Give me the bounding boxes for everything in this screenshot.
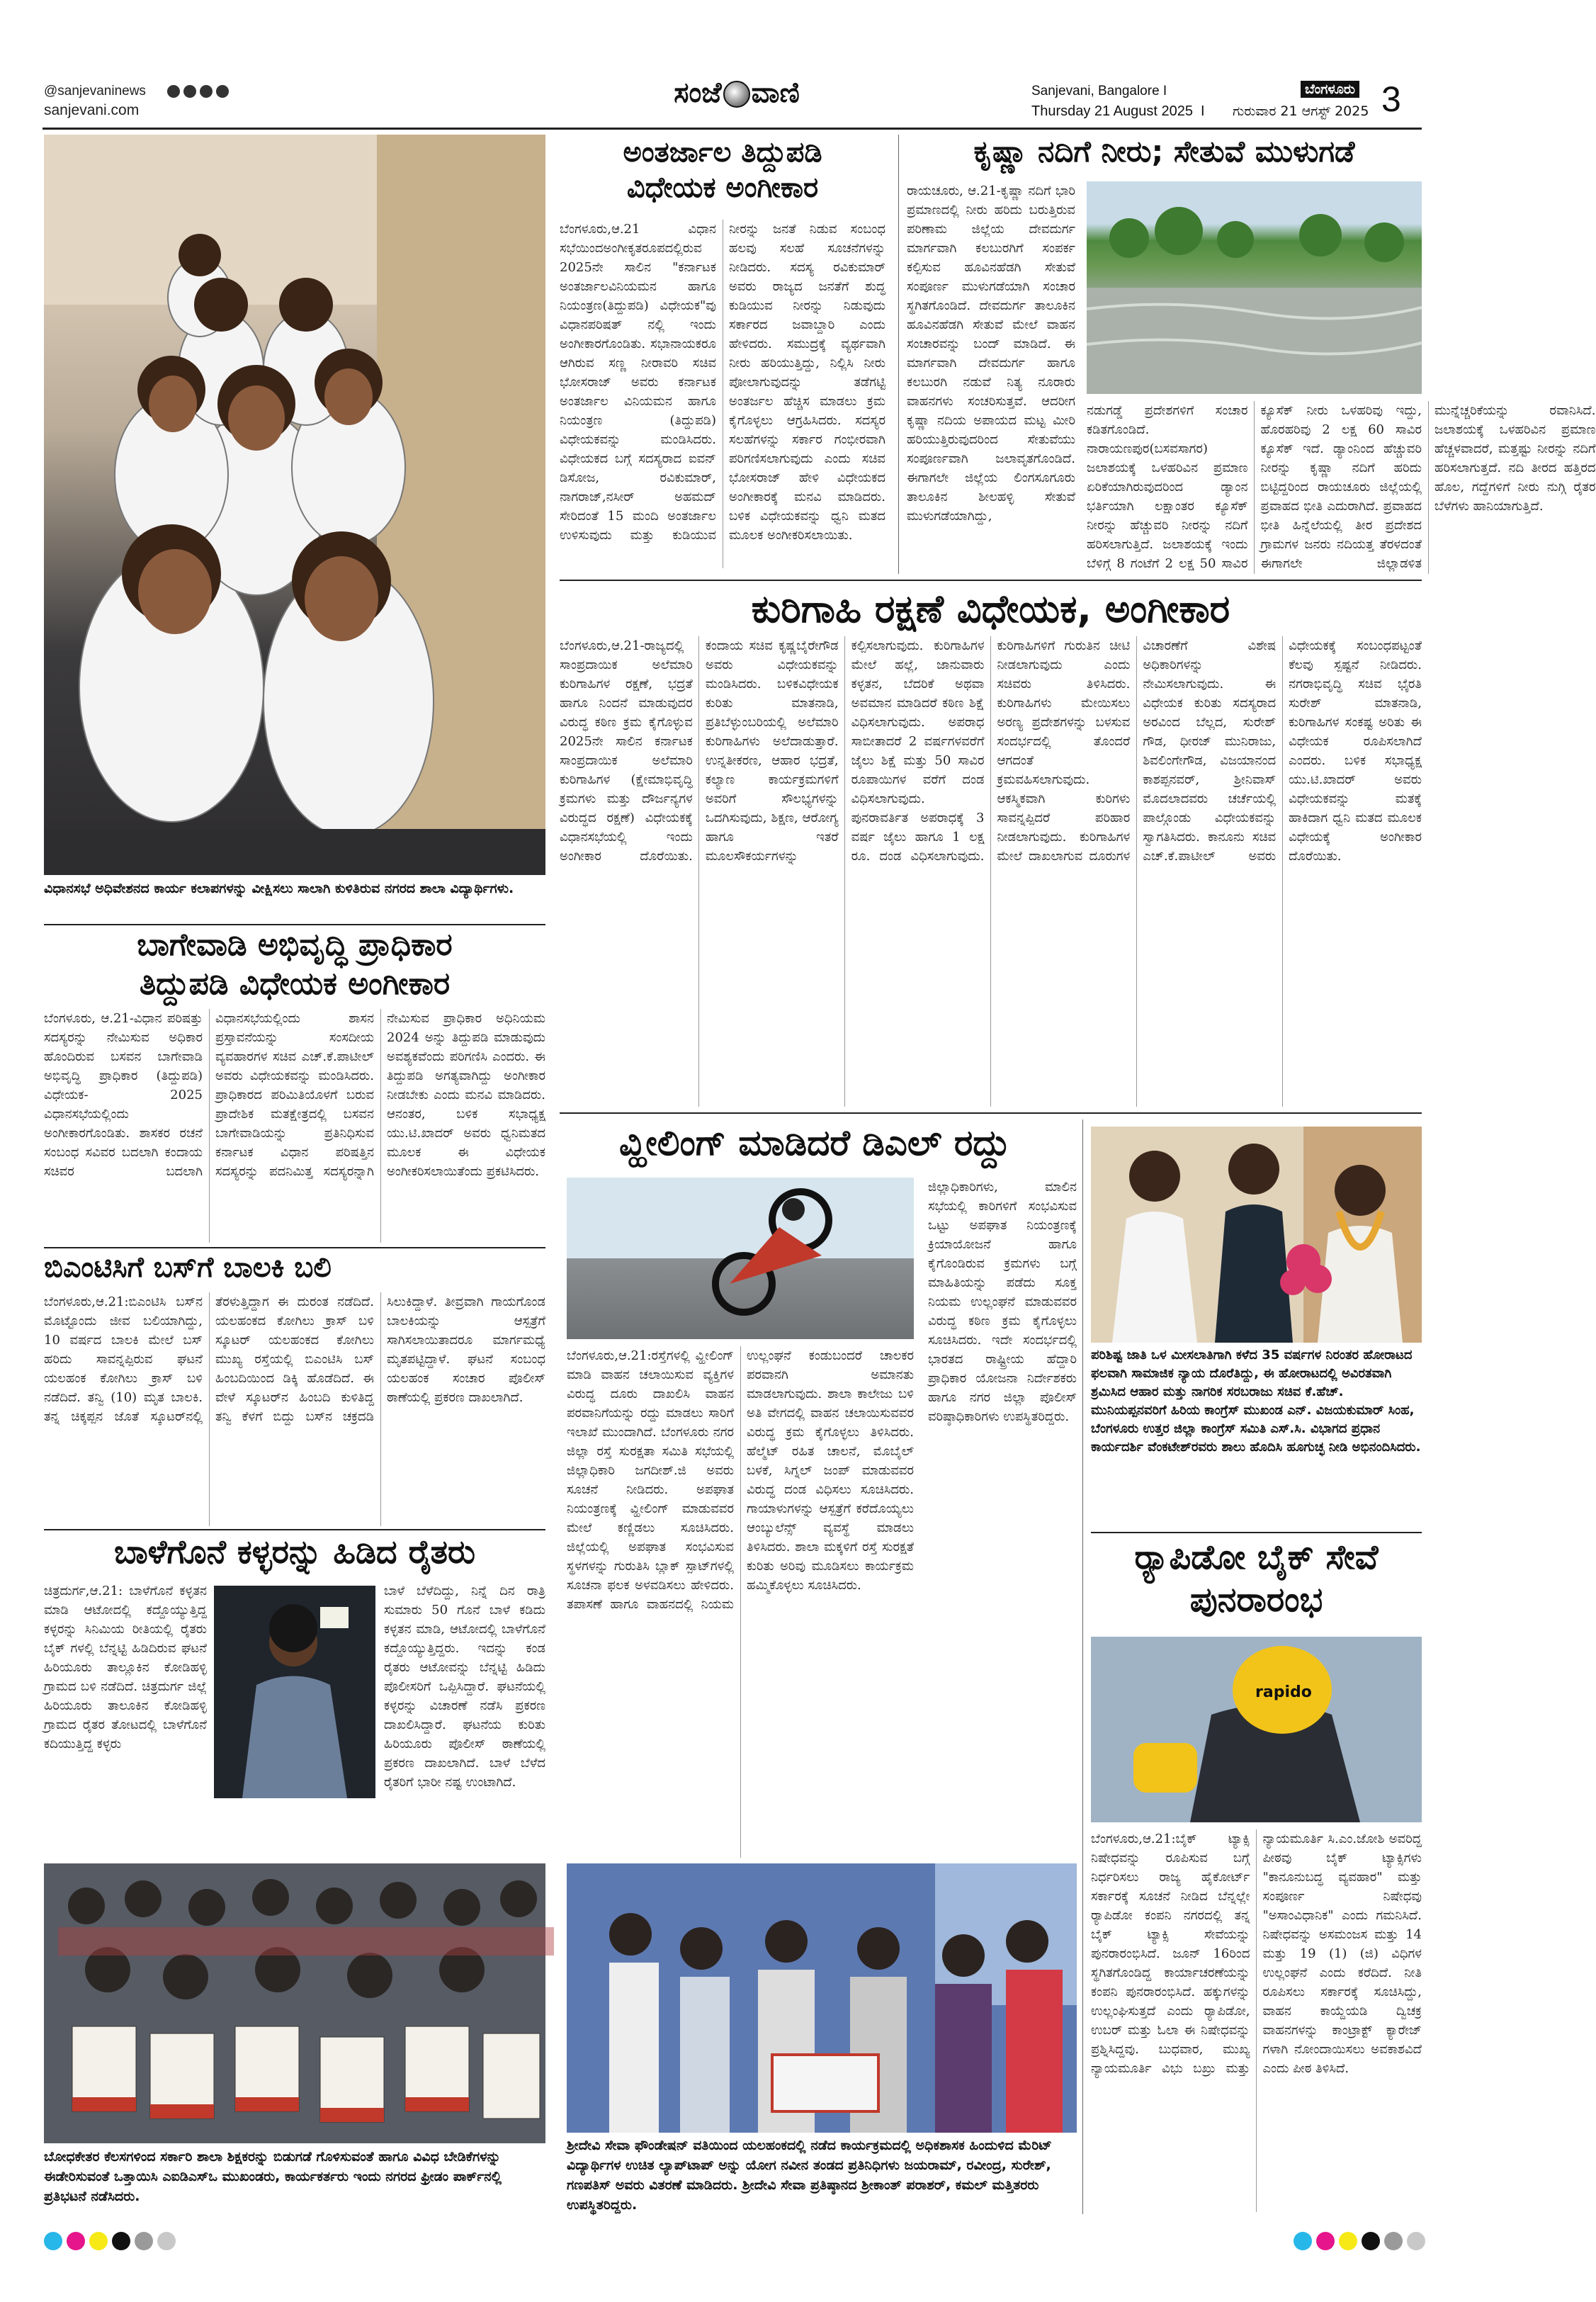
krishna-headline: ಕೃಷ್ಣಾ ನದಿಗೆ ನೀರು; ಸೇತುವೆ ಮುಳುಗಡೆ	[973, 134, 1355, 169]
grey-dot	[135, 2232, 153, 2250]
felicitation-photo	[1091, 1127, 1422, 1343]
wheelie-photo	[567, 1178, 914, 1339]
rapido-headline-2: ಪುನರಾರಂಭ	[1189, 1580, 1323, 1620]
registration-marks-right	[1294, 2232, 1430, 2253]
facebook-icon	[167, 85, 180, 98]
svg-text:rapido: rapido	[1255, 1683, 1312, 1701]
edition-en: Sanjevani, Bangalore I	[1031, 84, 1167, 98]
page-number: 3	[1381, 79, 1401, 119]
internet-body: ಬೆಂಗಳೂರು,ಆ.21 ವಿಧಾನ ಸಭೆಯಿಂದಅಂಗೀಕೃತರೂಪದಲ್ಲಿರುವ 2025ನೇ ಸಾಲಿನ "ಕರ್ನಾಟಕ ಅಂತರ್ಜಾಲವಿನಿಯಮನ ಹಾಗೂ ನಿಯಂತ್ರಣ(ತಿದ್ದುಪಡಿ) ವಿಧೇಯಕ"ವು ವಿಧಾನಪರಿಷತ್ ನಲ್ಲಿ ಇಂದು ಅಂಗೀಕಾರಗೊಂಡಿತು. ಸಭಾನಾಯಕರೂ ಆಗಿರುವ ಸಣ್ಣ ನೀರಾವರಿ ಸಚಿವ ಭೋಸರಾಜ್ ಅವರು ಕರ್ನಾಟಕ ಅಂತರ್ಜಾಲ ವಿನಿಯಮನ ಹಾಗೂ ನಿಯಂತ್ರಣ (ತಿದ್ದುಪಡಿ) ವಿಧೇಯಕವನ್ನು ಮಂಡಿಸಿದರು. ವಿಧೇಯಕದ ಬಗ್ಗೆ ಸದಸ್ಯರಾದ ಐವನ್ ಡಿಸೋಜ, ರವಿಕುಮಾರ್, ನಾಗರಾಜ್,ನಸೀರ್ ಅಹಮದ್ ಸೇರಿದಂತೆ 15 ಮಂದಿ ಅಂತರ್ಜಾಲ ಉಳಿಸುವುದು ಮತ್ತು ಕುಡಿಯುವ ನೀರನ್ನು ಜನತೆ ನಿಡುವ ಸಂಬಂಧ ಹಲವು ಸಲಹೆ ಸೂಚನೆಗಳನ್ನು ನೀಡಿದರು. ಸದಸ್ಯ ರವಿಕುಮಾರ್ ಅವರು ರಾಜ್ಯದ ಜನತೆಗೆ ಶುದ್ಧ ಕುಡಿಯುವ ನೀರನ್ನು ನಿಡುವುದು ಸರ್ಕಾರದ ಜವಾಬ್ದಾರಿ ಎಂದು ಹೇಳಿದರು. ಸಮುದ್ರಕ್ಕೆ ವ್ಯರ್ಥವಾಗಿ ನೀರು ಹರಿಯುತ್ತಿದ್ದು, ನಿಲ್ಲಿಸಿ ನೀರು ಪೋಲಾಗುವುದನ್ನು ತಡೆಗಟ್ಟಿ ಅಂತರ್ಜಲ ಹೆಚ್ಚಿಸ ಮಾಡಲು ಕ್ರಮ ಕೈಗೊಳ್ಳಲು ಆಗ್ರಹಿಸಿದರು. ಸದಸ್ಯರ ಸಲಹೆಗಳನ್ನು ಸರ್ಕಾರ ಗಂಭೀರವಾಗಿ ಪರಿಗಣಿಸಲಾಗುವುದು ಎಂದು ಸಚಿವ ಭೋಸರಾಜ್ ಹೇಳಿ ವಿಧೇಯಕದ ಅಂಗೀಕಾರಕ್ಕೆ ಮನವಿ ಮಾಡಿದರು. ಬಳಿಕ ವಿಧೇಯಕವನ್ನು ಧ್ವನಿ ಮತದ ಮೂಲಕ ಅಂಗೀಕರಿಸಲಾಯಿತು.	[560, 222, 885, 543]
rapido-headline-1: ರ್‍ಯಾಪಿಡೋ ಬೈಕ್ ಸೇವೆ	[1134, 1538, 1379, 1577]
instagram-icon	[183, 85, 196, 98]
magenta-dot	[1316, 2232, 1335, 2250]
paper-name-left: ಸಂಜೆ	[674, 77, 722, 109]
paper-logo	[645, 77, 829, 123]
section-rule-bmtc	[44, 1247, 545, 1248]
yellow-dot	[89, 2232, 108, 2250]
col-divider-1	[898, 135, 899, 574]
youtube-icon	[216, 85, 229, 98]
kurigahi-headline: ಕುರಿಗಾಹಿ ರಕ್ಷಣೆ ವಿಧೇಯಕ, ಅಂಗೀಕಾರ	[751, 587, 1230, 631]
rapido-photo	[1091, 1637, 1422, 1822]
event-caption: ಶ್ರೀದೇವಿ ಸೇವಾ ಫೌಂಡೇಷನ್ ವತಿಯಿಂದ ಯಲಹಂಕದಲ್ಲಿ ನಡೆದ ಕಾರ್ಯಕ್ರಮದಲ್ಲಿ ಅಧಿಕಶಾಸಕ ಹಿಂದುಳಿದ ಮೆರಿಟ್ ವಿದ್ಯಾರ್ಥಿಗಳ ಉಚಿತ ಲ್ಯಾಪ್‌ಟಾಪ್ ಅನ್ನು ಯೋಗ ನವೀನ ತಂಡದ ಪ್ರತಿನಿಧಿಗಳು ಜಯರಾಮ್, ರವೀಂದ್ರ, ಸುರೇಶ್, ಗಣಪತಿಸ್ ಅವರು ವಿತರಣೆ ಮಾಡಿದರು. ಶ್ರೀದೇವಿ ಸೇವಾ ಪ್ರತಿಷ್ಠಾನದ ಶ್ರೀಕಾಂತ್ ಪರಾಶರ್, ಕಮಲ್ ಮತ್ತಿತರರು ಉಪಸ್ಥಿತರಿದ್ದರು.	[567, 2138, 1052, 2213]
black-dot	[1362, 2232, 1380, 2250]
balegone-body-right: ಬಾಳೆ ಬೆಳೆದಿದ್ದು, ನಿನ್ನೆ ದಿನ ರಾತ್ರಿ ಸುಮಾರು 50 ಗೊನೆ ಬಾಳೆ ಕಡಿದು ಕಳ್ಳತನ ಮಾಡಿ, ಆಟೋದಲ್ಲಿ ಬಾಳೆಗೊನೆ ಕದ್ದೊಯ್ಯುತ್ತಿದ್ದರು. ಇದನ್ನು ಕಂಡ ರೈತರು ಆಟೋವನ್ನು ಬೆನ್ನಟ್ಟಿ ಹಿಡಿದು ಪೊಲೀಸರಿಗೆ ಒಪ್ಪಿಸಿದ್ದಾರೆ. ಘಟನೆಯಲ್ಲಿ ಕಳ್ಳರನ್ನು ವಿಚಾರಣೆ ನಡೆಸಿ ಪ್ರಕರಣ ದಾಖಲಿಸಿದ್ದಾರೆ. ಘಟನೆಯ ಕುರಿತು ಹಿರಿಯೂರು ಪೊಲೀಸ್ ಠಾಣೆಯಲ್ಲಿ ಪ್ರಕರಣ ದಾಖಲಾಗಿದೆ. ಬಾಳೆ ಬೆಳೆದ ರೈತರಿಗೆ ಭಾರೀ ನಷ್ಟ ಉಂಟಾಗಿದೆ.	[384, 1584, 545, 1790]
section-rule-balegone	[44, 1529, 545, 1530]
bagewadi-body: ಬೆಂಗಳೂರು, ಆ.21-ವಿಧಾನ ಪರಿಷತ್ತು ಸದಸ್ಯರನ್ನು ನೇಮಿಸುವ ಅಧಿಕಾರ ಹೊಂದಿರುವ ಬಸವನ ಬಾಗೇವಾಡಿ ಅಭಿವೃದ್ಧಿ ಪ್ರಾಧಿಕಾರ (ತಿದ್ದುಪಡಿ) ವಿಧೇಯಕ- 2025 ವಿಧಾನಸಭೆಯಲ್ಲಿಂದು ಅಂಗೀಕಾರಗೊಂಡಿತು. ಶಾಸಕರ ರಚನೆ ಸಂಬಂಧ ಸವಿವರ ಬದಲಾಗಿ ಕಂದಾಯ ಸಚಿವರ ಬದಲಾಗಿ ವಿಧಾನಸಭೆಯಲ್ಲಿಂದು ಶಾಸನ ಪ್ರಸ್ತಾವನೆಯನ್ನು ಸಂಸದೀಯ ವ್ಯವಹಾರಗಳ ಸಚಿವ ಎಚ್.ಕೆ.ಪಾಟೀಲ್ ಅವರು ವಿಧೇಯಕವನ್ನು ಮಂಡಿಸಿದರು. ಪ್ರಾಧಿಕಾರದ ಪರಿಮಿತಿಯೊಳಗೆ ಬರುವ ಪ್ರಾದೇಶಿಕ ಮತಕ್ಷೇತ್ರದಲ್ಲಿ ಬಸವನ ಬಾಗೇವಾಡಿಯನ್ನು ಪ್ರತಿನಿಧಿಸುವ ಕರ್ನಾಟಕ ವಿಧಾನ ಪರಿಷತ್ತಿನ ಸದಸ್ಯರನ್ನು ಪದನಿಮಿತ್ತ ಸದಸ್ಯರನ್ನಾಗಿ ನೇಮಿಸುವ ಪ್ರಾಧಿಕಾರ ಅಧಿನಿಯಮ 2024 ಅನ್ನು ತಿದ್ದುಪಡಿ ಮಾಡುವುದು ಅವಶ್ಯಕವೆಂದು ಪರಿಗಣಿಸಿ ಎಂದರು. ಈ ತಿದ್ದುಪಡಿ ಅಗತ್ಯವಾಗಿದ್ದು ಅಂಗೀಕಾರ ನೀಡಬೇಕು ಎಂದು ಮನವಿ ಮಾಡಿದರು. ಆನಂತರ, ಬಳಿಕ ಸಭಾಧ್ಯಕ್ಷ ಯು.ಟಿ.ಖಾದರ್ ಅವರು ಧ್ವನಿಮತದ ಮೂಲಕ ಈ ವಿಧೇಯಕ ಅಂಗೀಕರಿಸಲಾಯಿತೆಂದು ಪ್ರಕಟಿಸಿದರು.	[44, 1011, 545, 1179]
bagewadi-headline-2: ತಿದ್ದುಪಡಿ ವಿಧೇಯಕ ಅಂಗೀಕಾರ	[139, 966, 451, 1002]
twitter-icon	[200, 85, 213, 98]
cyan-dot	[1294, 2232, 1312, 2250]
thief-photo	[214, 1586, 375, 1798]
balegone-body-left: ಚಿತ್ರದುರ್ಗ,ಆ.21: ಬಾಳೆಗೊನೆ ಕಳ್ಳತನ ಮಾಡಿ ಆಟೋದಲ್ಲಿ ಕದ್ದೊಯ್ಯುತ್ತಿದ್ದ ಕಳ್ಳರನ್ನು ಸಿನಿಮಿಯ ರೀತಿಯಲ್ಲಿ ರೈತರು ಬೈಕ್ ಗಳಲ್ಲಿ ಬೆನ್ನಟ್ಟಿ ಹಿಡಿದಿರುವ ಘಟನೆ ಹಿರಿಯೂರು ತಾಲ್ಲೂಕಿನ ಕೋಡಿಹಳ್ಳಿ ಗ್ರಾಮದ ಬಳಿ ನಡೆದಿದೆ. ಚಿತ್ರದುರ್ಗ ಜಿಲ್ಲೆ ಹಿರಿಯೂರು ತಾಲೂಕಿನ ಕೋಡಿಹಳ್ಳಿ ಗ್ರಾಮದ ರೈತರ ತೋಟದಲ್ಲಿ ಬಾಳೆಗೊನೆ ಕದಿಯುತ್ತಿದ್ದ ಕಳ್ಳರು	[44, 1584, 207, 1751]
website-link[interactable]: sanjevani.com	[44, 102, 140, 118]
grey-dot	[1384, 2232, 1403, 2250]
internet-headline	[560, 135, 885, 205]
black-dot	[112, 2232, 130, 2250]
col-divider-2	[1082, 1119, 1083, 2214]
event-photo	[567, 1863, 1077, 2133]
students-caption: ವಿಧಾನಸಭೆ ಅಧಿವೇಶನದ ಕಾರ್ಯ ಕಲಾಪಗಳನ್ನು ವೀಕ್ಷಿಸಲು ಸಾಲಾಗಿ ಕುಳಿತಿರುವ ನಗರದ ಶಾಲಾ ವಿದ್ಯಾರ್ಥಿಗಳು.	[44, 881, 514, 896]
felicitation-caption: ಪರಿಶಿಷ್ಟ ಜಾತಿ ಒಳ ಮೀಸಲಾತಿಗಾಗಿ ಕಳೆದ 35 ವರ್ಷಗಳ ನಿರಂತರ ಹೋರಾಟದ ಫಲವಾಗಿ ಸಾಮಾಜಿಕ ನ್ಯಾಯ ದೊರೆತಿದ್ದು, ಈ ಹೋರಾಟದಲ್ಲಿ ಅವಿರತವಾಗಿ ಶ್ರಮಿಸಿದ ಆಹಾರ ಮತ್ತು ನಾಗರಿಕ ಸರಬರಾಜು ಸಚಿವ ಕೆ.ಹೆಚ್. ಮುನಿಯಪ್ಪನವರಿಗೆ ಹಿರಿಯ ಕಾಂಗ್ರೆಸ್ ಮುಖಂಡ ಎನ್. ವಿಜಯಕುಮಾರ್ ಸಿಂಹ, ಬೆಂಗಳೂರು ಉತ್ತರ ಜಿಲ್ಲಾ ಕಾಂಗ್ರೆಸ್ ಸಮಿತಿ ಎಸ್.ಸಿ. ವಿಭಾಗದ ಪ್ರಧಾನ ಕಾರ್ಯದರ್ಶಿ ವೆಂಕಟೇಶ್‌ರವರು ಶಾಲು ಹೊದಿಸಿ ಹೂಗುಚ್ಛ ನೀಡಿ ಅಭಿನಂದಿಸಿದರು.	[1091, 1348, 1421, 1455]
paper-name-right: ವಾಣಿ	[751, 77, 800, 109]
social-icons	[167, 85, 229, 101]
date-separator: I	[1201, 103, 1205, 119]
kurigahi-body: ಬೆಂಗಳೂರು,ಆ.21-ರಾಜ್ಯದಲ್ಲಿ ಸಾಂಪ್ರದಾಯಿಕ ಅಲೆಮಾರಿ ಕುರಿಗಾಹಿಗಳ ರಕ್ಷಣೆ, ಭದ್ರತೆ ಹಾಗೂ ನಿಂದನೆ ಮಾಡುವುದರ ವಿರುದ್ಧ ಕಠಿಣ ಕ್ರಮ ಕೈಗೊಳ್ಳುವ 2025ನೇ ಸಾಲಿನ ಕರ್ನಾಟಕ ಸಾಂಪ್ರದಾಯಿಕ ಅಲೆಮಾರಿ ಕುರಿಗಾಹಿಗಳ (ಕ್ಷೇಮಾಭಿವೃದ್ಧಿ ಕ್ರಮಗಳು ಮತ್ತು ದೌರ್ಜನ್ಯಗಳ ವಿರುದ್ಧದ ರಕ್ಷಣೆ) ವಿಧೇಯಕಕ್ಕೆ ವಿಧಾನಸಭೆಯಲ್ಲಿ ಇಂದು ಅಂಗೀಕಾರ ದೊರೆಯಿತು. ಕಂದಾಯ ಸಚಿವ ಕೃಷ್ಣಬೈರೇಗೌಡ ಅವರು ವಿಧೇಯಕವನ್ನು ಮಂಡಿಸಿದರು. ಬಳಿಕವಿಧೇಯಕ ಕುರಿತು ಮಾತನಾಡಿ, ಪ್ರತಿಬೆಳ್ಳುಂಬರಿಯಲ್ಲಿ ಅಲೆಮಾರಿ ಕುರಿಗಾಹಿಗಳು ಅಲೆದಾಡುತ್ತಾರೆ. ಉನ್ನತೀಕರಣ, ಆಹಾರ ಭದ್ರತೆ, ಕಲ್ಯಾಣ ಕಾರ್ಯಕ್ರಮಗಳಿಗೆ ಅವರಿಗೆ ಸೌಲಭ್ಯಗಳನ್ನು ಒದಗಿಸುವುದು, ಶಿಕ್ಷಣ, ಆರೋಗ್ಯ ಹಾಗೂ ಇತರೆ ಮೂಲಸೌಕರ್ಯಗಳನ್ನು ಕಲ್ಪಿಸಲಾಗುವುದು. ಕುರಿಗಾಹಿಗಳ ಮೇಲೆ ಹಲ್ಲೆ, ಜಾನುವಾರು ಕಳ್ಳತನ, ಬೆದರಿಕೆ ಅಥವಾ ಅವಮಾನ ಮಾಡಿದರೆ ಕಠಿಣ ಶಿಕ್ಷೆ ವಿಧಿಸಲಾಗುವುದು. ಅಪರಾಧ ಸಾಬೀತಾದರೆ 2 ವರ್ಷಗಳವರೆಗೆ ಜೈಲು ಶಿಕ್ಷೆ ಮತ್ತು 50 ಸಾವಿರ ರೂಪಾಯಿಗಳ ವರೆಗೆ ದಂಡ ವಿಧಿಸಲಾಗುವುದು. ಪುನರಾವರ್ತಿತ ಅಪರಾಧಕ್ಕೆ 3 ವರ್ಷ ಜೈಲು ಹಾಗೂ 1 ಲಕ್ಷ ರೂ. ದಂಡ ವಿಧಿಸಲಾಗುವುದು. ಕುರಿಗಾಹಿಗಳಿಗೆ ಗುರುತಿನ ಚೀಟಿ ನೀಡಲಾಗುವುದು ಎಂದು ಸಚಿವರು ತಿಳಿಸಿದರು. ಕುರಿಗಾಹಿಗಳು ಮೇಯಿಸಲು ಅರಣ್ಯ ಪ್ರದೇಶಗಳನ್ನು ಬಳಸುವ ಸಂದರ್ಭದಲ್ಲಿ ತೊಂದರೆ ಆಗದಂತೆ ಕ್ರಮವಹಿಸಲಾಗುವುದು. ಆಕಸ್ಮಿಕವಾಗಿ ಕುರಿಗಳು ಸಾವನ್ನಪ್ಪಿದರೆ ಪರಿಹಾರ ನೀಡಲಾಗುವುದು. ಕುರಿಗಾಹಿಗಳ ಮೇಲೆ ದಾಖಲಾಗುವ ದೂರುಗಳ ವಿಚಾರಣೆಗೆ ವಿಶೇಷ ಅಧಿಕಾರಿಗಳನ್ನು ನೇಮಿಸಲಾಗುವುದು. ಈ ವಿಧೇಯಕ ಕುರಿತು ಸದಸ್ಯರಾದ ಅರವಿಂದ ಬೆಲ್ಲದ, ಸುರೇಶ್ ಗೌಡ, ಧೀರಜ್ ಮುನಿರಾಜು, ಶಿವಲಿಂಗೇಗೌಡ, ವಿಜಯಾನಂದ ಕಾಶಪ್ಪನವರ್, ಶ್ರೀನಿವಾಸ್ ಮೊದಲಾದವರು ಚರ್ಚೆಯಲ್ಲಿ ಪಾಲ್ಗೊಂಡು ವಿಧೇಯಕವನ್ನು ಸ್ವಾಗತಿಸಿದರು. ಕಾನೂನು ಸಚಿವ ಎಚ್.ಕೆ.ಪಾಟೀಲ್ ಅವರು ವಿಧೇಯಕಕ್ಕೆ ಸಂಬಂಧಪಟ್ಟಂತೆ ಕೆಲವು ಸ್ಪಷ್ಟನೆ ನೀಡಿದರು. ನಗರಾಭಿವೃದ್ಧಿ ಸಚಿವ ಭೈರತಿ ಸುರೇಶ್ ಮಾತನಾಡಿ, ಕುರಿಗಾಹಿಗಳ ಸಂಕಷ್ಟ ಅರಿತು ಈ ವಿಧೇಯಕ ರೂಪಿಸಲಾಗಿದೆ ಎಂದರು. ಬಳಿಕ ಸಭಾಧ್ಯಕ್ಷ ಯು.ಟಿ.ಖಾದರ್ ಅವರು ವಿಧೇಯಕವನ್ನು ಮತಕ್ಕೆ ಹಾಕಿದಾಗ ಧ್ವನಿ ಮತದ ಮೂಲಕ ವಿಧೇಯಕ್ಕೆ ಅಂಗೀಕಾರ ದೊರೆಯಿತು.	[560, 638, 1422, 864]
edition-label: ಬೆಂಗಳೂರು	[1301, 81, 1359, 98]
bmtc-headline: ಬಿಎಂಟಿಸಿಗೆ ಬಸ್‌ಗೆ ಬಾಲಕಿ ಬಲಿ	[44, 1251, 332, 1284]
logo-globe-icon	[723, 81, 750, 108]
balegone-headline: ಬಾಳೆಗೊನೆ ಕಳ್ಳರನ್ನು ಹಿಡಿದ ರೈತರು	[114, 1533, 475, 1571]
masthead-rule	[43, 128, 1422, 130]
wheeling-body-right: ಜಿಲ್ಲಾಧಿಕಾರಿಗಳು, ಮಾಲಿನ ಸಭೆಯಲ್ಲಿ ಕಾರಿಗಳಿಗೆ ಸಂಭವಿಸುವ ಒಟ್ಟು ಅಪಘಾತ ನಿಯಂತ್ರಣಕ್ಕೆ ಕ್ರಿಯಾಯೋಜನೆ ಹಾಗೂ ಕೈಗೊಂಡಿರುವ ಕ್ರಮಗಳು ಬಗ್ಗೆ ಮಾಹಿತಿಯನ್ನು ಪಡೆದು ಸೂಕ್ತ ನಿಯಮ ಉಲ್ಲಂಘನೆ ಮಾಡುವವರ ವಿರುದ್ಧ ಕಠಿಣ ಕ್ರಮ ಕೈಗೊಳ್ಳಲು ಸೂಚಿಸಿದರು. ಇದೇ ಸಂದರ್ಭದಲ್ಲಿ ಭಾರತದ ರಾಷ್ಟ್ರೀಯ ಹೆದ್ದಾರಿ ಪ್ರಾಧಿಕಾರ ಯೋಜನಾ ನಿರ್ದೇಶಕರು ಹಾಗೂ ನಗರ ಜಿಲ್ಲಾ ಪೊಲೀಸ್ ವರಿಷ್ಠಾಧಿಕಾರಿಗಳು ಉಪಸ್ಥಿತರಿದ್ದರು.	[928, 1180, 1077, 1424]
krishna-body-bottom: ನಡುಗಡ್ಡೆ ಪ್ರದೇಶಗಳಿಗೆ ಸಂಚಾರ ಕಡಿತಗೊಂಡಿದೆ. ನಾರಾಯಣಪುರ(ಬಸವಸಾಗರ) ಜಲಾಶಯಕ್ಕೆ ಒಳಹರಿವಿನ ಪ್ರಮಾಣ ಏರಿಕೆಯಾಗಿರುವುದರಿಂದ ಡ್ಯಾಂನ ಭರ್ತಿಯಾಗಿ ಲಕ್ಷಾಂತರ ಕ್ಯೂಸೆಕ್ ನೀರನ್ನು ಹೆಚ್ಚುವರಿ ನೀರನ್ನು ನದಿಗೆ ಹರಿಸಲಾಗುತ್ತಿದೆ. ಜಲಾಶಯಕ್ಕೆ ಇಂದು ಬೆಳಿಗ್ಗೆ 8 ಗಂಟೆಗೆ 2 ಲಕ್ಷ 50 ಸಾವಿರ ಕ್ಯೂಸೆಕ್ ನೀರು ಒಳಹರಿವು ಇದ್ದು, ಹೊರಹರಿವು 2 ಲಕ್ಷ 60 ಸಾವಿರ ಕ್ಯೂಸೆಕ್ ಇದೆ. ಡ್ಯಾಂನಿಂದ ಹೆಚ್ಚುವರಿ ನೀರನ್ನು ಕೃಷ್ಣಾ ನದಿಗೆ ಹರಿದು ಬಿಟ್ಟಿದ್ದರಿಂದ ರಾಯಚೂರು ಜಿಲ್ಲೆಯಲ್ಲಿ ಪ್ರವಾಹದ ಭೀತಿ ಎದುರಾಗಿದೆ. ಪ್ರವಾಹದ ಭೀತಿ ಹಿನ್ನೆಲೆಯಲ್ಲಿ ತೀರ ಪ್ರದೇಶದ ಗ್ರಾಮಗಳ ಜನರು ನದಿಯತ್ತ ತೆರಳದಂತೆ ಈಗಾಗಲೇ ಜಿಲ್ಲಾಡಳಿತ ಮುನ್ನೆಚ್ಚರಿಕೆಯನ್ನು ರವಾನಿಸಿದೆ. ಜಲಾಶಯಕ್ಕೆ ಒಳಹರಿವಿನ ಪ್ರಮಾಣ ಹೆಚ್ಚಳವಾದರೆ, ಮತ್ತಷ್ಟು ನೀರನ್ನು ನದಿಗೆ ಹರಿಸಲಾಗುತ್ತದೆ. ನದಿ ತೀರದ ಹತ್ತಿರದ ಹೊಲ, ಗದ್ದೆಗಳಿಗೆ ನೀರು ನುಗ್ಗಿ ರೈತರ ಬೆಳೆಗಳು ಹಾನಿಯಾಗುತ್ತಿದೆ.	[1087, 403, 1596, 571]
internet-headline-1: ಅಂತರ್ಜಾಲ ತಿದ್ದುಪಡಿ	[623, 136, 822, 169]
rapido-headline	[1091, 1536, 1422, 1621]
date-en: Thursday 21 August 2025	[1031, 103, 1193, 119]
flood-photo	[1087, 181, 1422, 394]
wheeling-headline: ವ್ಹೀಲಿಂಗ್ ಮಾಡಿದರೆ ಡಿಎಲ್ ರದ್ದು	[618, 1122, 1011, 1163]
protest-photo	[44, 1863, 545, 2143]
bmtc-body: ಬೆಂಗಳೂರು,ಆ.21:ಬಿಎಂಟಿಸಿ ಬಸ್‌ನ ಮೊಟ್ಟೊಂದು ಜೀವ ಬಲಿಯಾಗಿದ್ದು, 10 ವರ್ಷದ ಬಾಲಕಿ ಮೇಲೆ ಬಸ್ ಹರಿದು ಸಾವನ್ನಪ್ಪಿರುವ ಘಟನೆ ಯಲಹಂಕ ಕೋಗಿಲು ಕ್ರಾಸ್ ಬಳಿ ನಡೆದಿದೆ. ತನ್ವಿ (10) ಮೃತ ಬಾಲಕಿ. ತನ್ನ ಚಿಕ್ಕಪ್ಪನ ಜೊತೆ ಸ್ಕೂಟರ್‌ನಲ್ಲಿ ತೆರಳುತ್ತಿದ್ದಾಗ ಈ ದುರಂತ ನಡೆದಿದೆ. ಯಲಹಂಕದ ಕೋಗಿಲು ಕ್ರಾಸ್ ಬಳಿ ಸ್ಕೂಟರ್ ಯಲಹಂಕದ ಕೋಗಿಲು ಮುಖ್ಯ ರಸ್ತೆಯಲ್ಲಿ ಬಿಎಂಟಿಸಿ ಬಸ್ ಹಿಂಬದಿಯಿಂದ ಡಿಕ್ಕಿ ಹೊಡೆದಿದೆ. ಈ ವೇಳೆ ಸ್ಕೂಟರ್‌ನ ಹಿಂಬದಿ ಕುಳಿತಿದ್ದ ತನ್ವಿ ಕೆಳಗೆ ಬಿದ್ದು ಬಸ್‌ನ ಚಕ್ರದಡಿ ಸಿಲುಕಿದ್ದಾಳೆ. ತೀವ್ರವಾಗಿ ಗಾಯಗೊಂಡ ಬಾಲಕಿಯನ್ನು ಆಸ್ಪತ್ರೆಗೆ ಸಾಗಿಸಲಾಯಿತಾದರೂ ಮಾರ್ಗಮಧ್ಯೆ ಮೃತಪಟ್ಟಿದ್ದಾಳೆ. ಘಟನೆ ಸಂಬಂಧ ಯಲಹಂಕ ಸಂಚಾರ ಪೊಲೀಸ್ ಠಾಣೆಯಲ್ಲಿ ಪ್ರಕರಣ ದಾಖಲಾಗಿದೆ.	[44, 1294, 545, 1424]
social-handle: @sanjevaninews	[44, 84, 146, 98]
protest-caption: ಬೋಧಕೇತರ ಕೆಲಸಗಳಿಂದ ಸರ್ಕಾರಿ ಶಾಲಾ ಶಿಕ್ಷಕರನ್ನು ಬಿಡುಗಡೆ ಗೊಳಿಸುವಂತೆ ಹಾಗೂ ವಿವಿಧ ಬೇಡಿಕೆಗಳನ್ನು ಈಡೇರಿಸುವಂತೆ ಒತ್ತಾಯಿಸಿ ಎಐಡಿಎಸ್‌ಒ ಮುಖಂಡರು, ಕಾರ್ಯಕರ್ತರು ಇಂದು ನಗರದ ಫ್ರೀಡಂ ಪಾರ್ಕ್‌ನಲ್ಲಿ ಪ್ರತಿಭಟನೆ ನಡೆಸಿದರು.	[44, 2149, 502, 2204]
date-kn: ಗುರುವಾರ 21 ಆಗಸ್ಟ್ 2025	[1233, 103, 1369, 119]
bagewadi-headline	[44, 925, 545, 1003]
internet-headline-2: ವಿಧೇಯಕ ಅಂಗೀಕಾರ	[626, 171, 819, 204]
magenta-dot	[67, 2232, 85, 2250]
cyan-dot	[44, 2232, 62, 2250]
wheeling-body-left: ಬೆಂಗಳೂರು,ಆ.21:ರಸ್ತೆಗಳಲ್ಲಿ ವ್ಹೀಲಿಂಗ್ ಮಾಡಿ ವಾಹನ ಚಲಾಯಿಸುವ ವ್ಯಕ್ತಿಗಳ ವಿರುದ್ಧ ದೂರು ದಾಖಲಿಸಿ ವಾಹನ ಪರವಾನಿಗೆಯನ್ನು ರದ್ದು ಮಾಡಲು ಸಾರಿಗೆ ಇಲಾಖೆ ಮುಂದಾಗಿದೆ. ಬೆಂಗಳೂರು ನಗರ ಜಿಲ್ಲಾ ರಸ್ತೆ ಸುರಕ್ಷತಾ ಸಮಿತಿ ಸಭೆಯಲ್ಲಿ ಜಿಲ್ಲಾಧಿಕಾರಿ ಜಗದೀಶ್.ಜಿ ಅವರು ಸೂಚನೆ ನೀಡಿದರು. ಅಪಘಾತ ನಿಯಂತ್ರಣಕ್ಕೆ ವ್ಹೀಲಿಂಗ್ ಮಾಡುವವರ ಮೇಲೆ ಕಣ್ಣಿಡಲು ಸೂಚಿಸಿದರು. ಜಿಲ್ಲೆಯಲ್ಲಿ ಅಪಘಾತ ಸಂಭವಿಸುವ ಸ್ಥಳಗಳನ್ನು ಗುರುತಿಸಿ ಬ್ಲಾಕ್ ಸ್ಪಾಟ್‌ಗಳಲ್ಲಿ ಸೂಚನಾ ಫಲಕ ಅಳವಡಿಸಲು ಹೇಳಿದರು. ತಪಾಸಣೆ ಹಾಗೂ ವಾಹನದಲ್ಲಿ ನಿಯಮ ಉಲ್ಲಂಘನೆ ಕಂಡುಬಂದರೆ ಚಾಲಕರ ಪರವಾನಗಿ ಅಮಾನತು ಮಾಡಲಾಗುವುದು. ಶಾಲಾ ಕಾಲೇಜು ಬಳಿ ಅತಿ ವೇಗದಲ್ಲಿ ವಾಹನ ಚಲಾಯಿಸುವವರ ವಿರುದ್ಧ ಕ್ರಮ ಕೈಗೊಳ್ಳಲು ತಿಳಿಸಿದರು. ಹೆಲ್ಮೆಟ್ ರಹಿತ ಚಾಲನೆ, ಮೊಬೈಲ್ ಬಳಕೆ, ಸಿಗ್ನಲ್ ಜಂಪ್ ಮಾಡುವವರ ವಿರುದ್ಧ ದಂಡ ವಿಧಿಸಲು ಸೂಚಿಸಿದರು. ಗಾಯಾಳುಗಳನ್ನು ಆಸ್ಪತ್ರೆಗೆ ಕರೆದೊಯ್ಯಲು ಆಂಬ್ಯುಲೆನ್ಸ್ ವ್ಯವಸ್ಥೆ ಮಾಡಲು ತಿಳಿಸಿದರು. ಶಾಲಾ ಮಕ್ಕಳಿಗೆ ರಸ್ತೆ ಸುರಕ್ಷತೆ ಕುರಿತು ಅರಿವು ಮೂಡಿಸಲು ಕಾರ್ಯಕ್ರಮ ಹಮ್ಮಿಕೊಳ್ಳಲು ಸೂಚಿಸಿದರು.	[567, 1348, 914, 1612]
light-grey-dot	[1407, 2232, 1425, 2250]
light-grey-dot	[157, 2232, 176, 2250]
students-photo	[44, 135, 545, 875]
section-rule-rapido	[1091, 1532, 1422, 1533]
registration-marks-left	[44, 2232, 180, 2253]
section-rule-1	[560, 580, 1422, 581]
yellow-dot	[1339, 2232, 1357, 2250]
bagewadi-headline-1: ಬಾಗೇವಾಡಿ ಅಭಿವೃದ್ಧಿ ಪ್ರಾಧಿಕಾರ	[137, 927, 453, 963]
section-rule-2	[560, 1112, 1422, 1114]
rapido-body: ಬೆಂಗಳೂರು,ಆ.21:ಬೈಕ್ ಟ್ಯಾಕ್ಸಿ ನಿಷೇಧವನ್ನು ರೂಪಿಸುವ ಬಗ್ಗೆ ನಿರ್ಧರಿಸಲು ರಾಜ್ಯ ಹೈಕೋರ್ಟ್ ಸರ್ಕಾರಕ್ಕೆ ಸೂಚನೆ ನೀಡಿದ ಬೆನ್ನಲ್ಲೇ ರ್‍ಯಾಪಿಡೋ ಕಂಪನಿ ನಗರದಲ್ಲಿ ತನ್ನ ಬೈಕ್ ಟ್ಯಾಕ್ಸಿ ಸೇವೆಯನ್ನು ಪುನರಾರಂಭಿಸಿದೆ. ಜೂನ್ 16ರಿಂದ ಸ್ಥಗಿತಗೊಂಡಿದ್ದ ಕಾರ್ಯಾಚರಣೆಯನ್ನು ಕಂಪನಿ ಪುನರಾರಂಭಿಸಿದೆ. ಹಕ್ಕುಗಳನ್ನು ಉಲ್ಲಂಘಿಸುತ್ತದೆ ಎಂದು ರ್‍ಯಾಪಿಡೋ, ಉಬರ್ ಮತ್ತು ಓಲಾ ಈ ನಿಷೇಧವನ್ನು ಪ್ರಶ್ನಿಸಿದ್ದವು. ಬುಧವಾರ, ಮುಖ್ಯ ನ್ಯಾಯಮೂರ್ತಿ ವಿಭು ಬಖ್ರು ಮತ್ತು ನ್ಯಾಯಮೂರ್ತಿ ಸಿ.ಎಂ.ಜೋಶಿ ಅವರಿದ್ದ ಪೀಠವು ಬೈಕ್ ಟ್ಯಾಕ್ಸಿಗಳು "ಕಾನೂನುಬದ್ಧ ವ್ಯವಹಾರ" ಮತ್ತು ಸಂಪೂರ್ಣ ನಿಷೇಧವು "ಅಸಾಂವಿಧಾನಿಕ" ಎಂದು ಗಮನಿಸಿದೆ. ನಿಷೇಧವನ್ನು ಅಸಮಂಜಸ ಮತ್ತು 14 ಮತ್ತು 19 (1) (ಜಿ) ವಿಧಿಗಳ ಉಲ್ಲಂಘನೆ ಎಂದು ಕರೆದಿದೆ. ನೀತಿ ರೂಪಿಸಲು ಸರ್ಕಾರಕ್ಕೆ ಸೂಚಿಸಿದ್ದು, ವಾಹನ ಕಾಯ್ದೆಯಡಿ ದ್ವಿಚಕ್ರ ವಾಹನಗಳನ್ನು ಕಾಂಟ್ರಾಕ್ಟ್ ಕ್ಯಾರೇಜ್ ಗಳಾಗಿ ನೋಂದಾಯಿಸಲು ಅವಕಾಶವಿದೆ ಎಂದು ಪೀಠ ತಿಳಿಸಿದೆ.	[1091, 1832, 1422, 2076]
krishna-body-top: ರಾಯಚೂರು, ಆ.21-ಕೃಷ್ಣಾ ನದಿಗೆ ಭಾರಿ ಪ್ರಮಾಣದಲ್ಲಿ ನೀರು ಹರಿದು ಬರುತ್ತಿರುವ ಪರಿಣಾಮ ಜಿಲ್ಲೆಯ ದೇವದುರ್ಗ ಮಾರ್ಗವಾಗಿ ಕಲಬುರಗಿಗೆ ಸಂಪರ್ಕ ಕಲ್ಪಿಸುವ ಹೂವಿನಹೆಡಗಿ ಸೇತುವೆ ಸಂಪೂರ್ಣ ಮುಳುಗಡೆಯಾಗಿ ಸಂಚಾರ ಸ್ಥಗಿತಗೊಂಡಿದೆ. ದೇವದುರ್ಗ ತಾಲೂಕಿನ ಹೂವಿನಹೆಡಗಿ ಸೇತುವೆ ಮೇಲೆ ವಾಹನ ಸಂಚಾರವನ್ನು ಬಂದ್ ಮಾಡಿದೆ. ಈ ಮಾರ್ಗವಾಗಿ ದೇವದುರ್ಗ ಹಾಗೂ ಕಲಬುರಗಿ ನಡುವೆ ನಿತ್ಯ ನೂರಾರು ವಾಹನಗಳು ಸಂಚರಿಸುತ್ತವೆ. ಆದರೀಗ ಕೃಷ್ಣಾ ನದಿಯ ಅಪಾಯದ ಮಟ್ಟ ಮೀರಿ ಹರಿಯುತ್ತಿರುವುದರಿಂದ ಸೇತುವೆಯು ಸಂಪೂರ್ಣವಾಗಿ ಜಲಾವೃತಗೊಂಡಿದೆ. ಈಗಾಗಲೇ ಜಿಲ್ಲೆಯ ಲಿಂಗಸೂಗೂರು ತಾಲೂಕಿನ ಶೀಲಹಳ್ಳಿ ಸೇತುವೆ ಮುಳುಗಡೆಯಾಗಿದ್ದು,	[907, 184, 1075, 524]
